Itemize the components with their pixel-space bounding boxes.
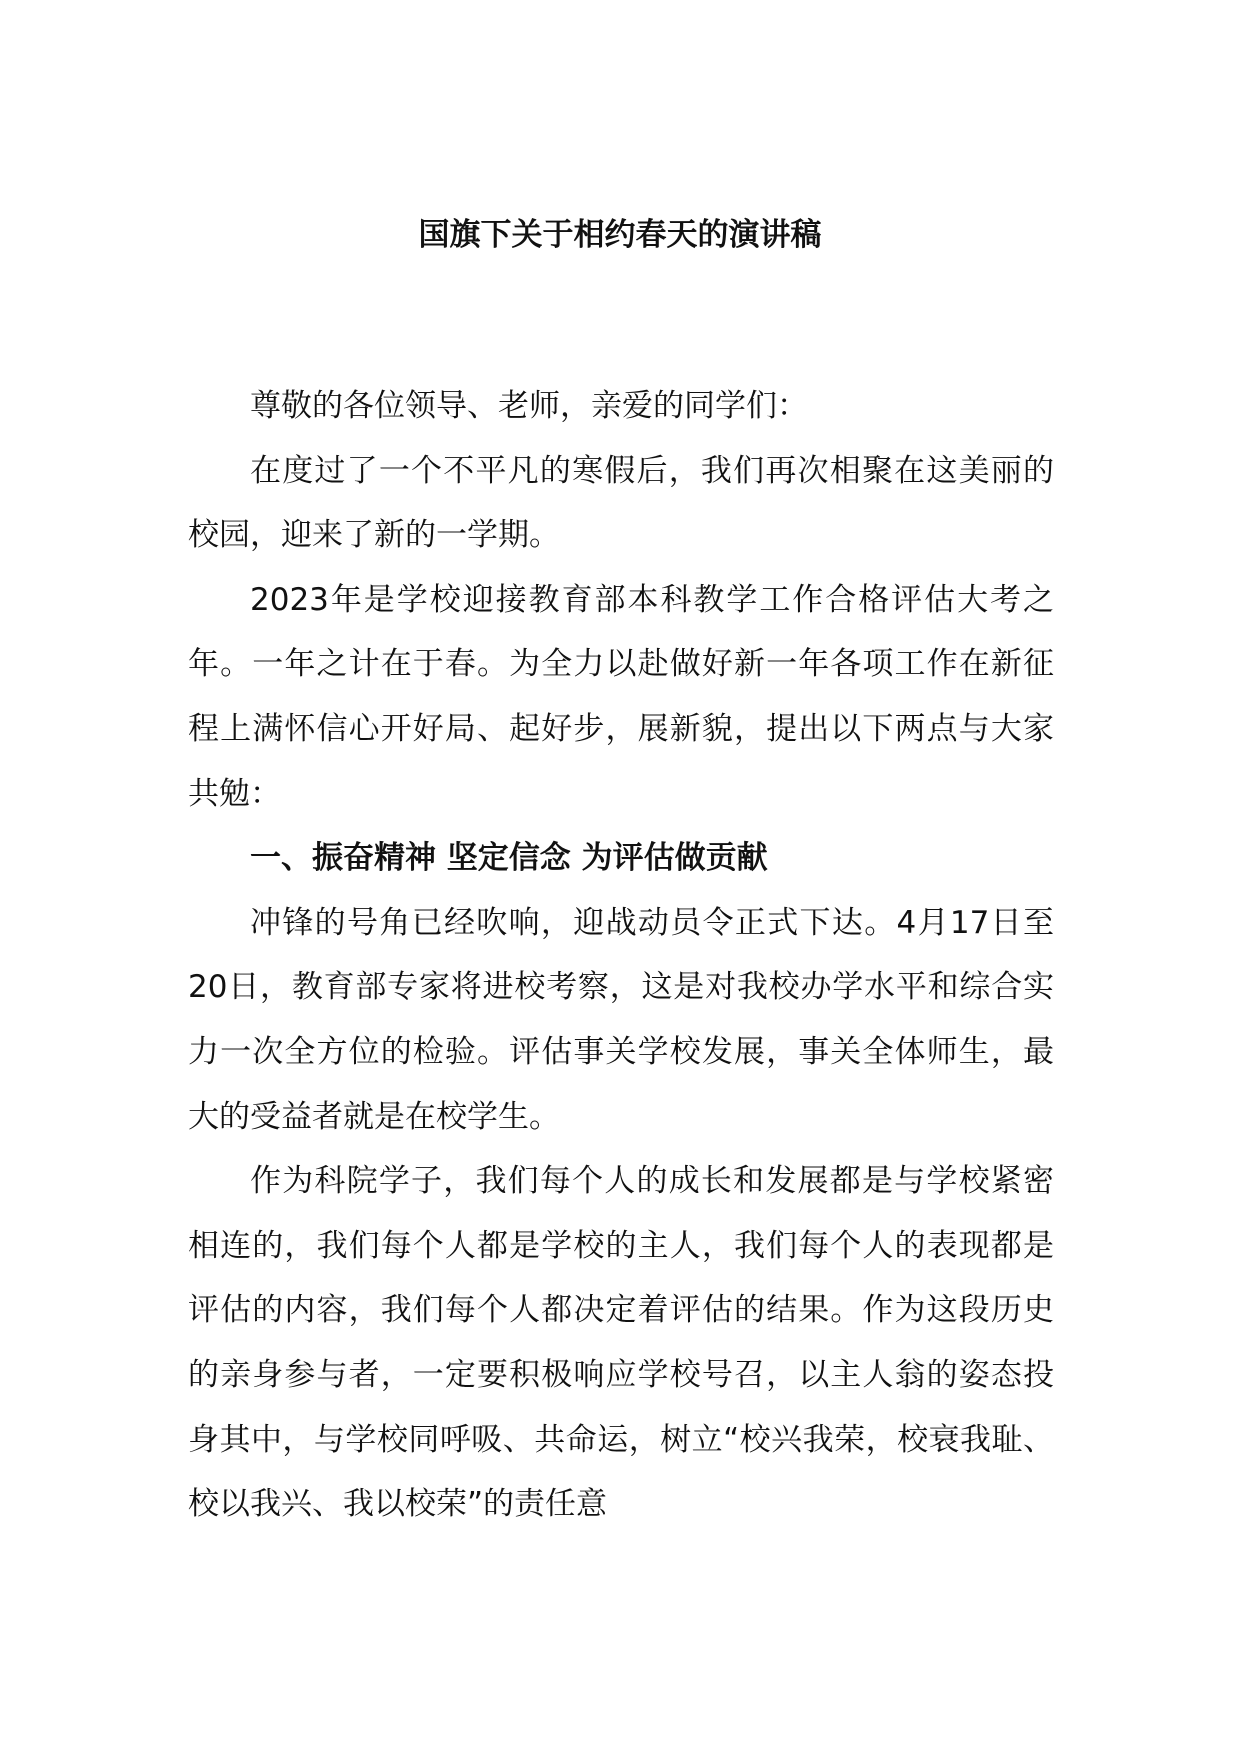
paragraph-greeting: 尊敬的各位领导、老师，亲爱的同学们： <box>250 388 808 424</box>
paragraph-expert-visit: 冲锋的号角已经吹响，迎战动员令正式下达。4月17日至20日，教育部专家将进校考察，这是对我校办学水平和综合实力一次全方位的检验。评估事关学校发展，事关全体师生，最大的受益者就是在校学生。 <box>188 904 1054 1135</box>
document-title: 国旗下关于相约春天的演讲稿 <box>418 217 822 253</box>
paragraph-student-role: 作为科院学子，我们每个人的成长和发展都是与学校紧密相连的，我们每个人都是学校的主人，我们每个人的表现都是评估的内容，我们每个人都决定着评估的结果。作为这段历史的亲身参与者，一定要积极响应学校号召，以主人翁的姿态投身其中，与学校同呼吸、共命运，树立“校兴我荣，校衰我耻、校以我兴、我以校荣”的责任意 <box>188 1163 1054 1523</box>
paragraph-opening: 在度过了一个不平凡的寒假后，我们再次相聚在这美丽的校园，迎来了新的一学期。 <box>188 452 1054 554</box>
paragraph-assessment-year: 2023年是学校迎接教育部本科教学工作合格评估大考之年。一年之计在于春。为全力以赴做好新一年各项工作在新征程上满怀信心开好局、起好步，展新貌，提出以下两点与大家共勉： <box>188 581 1054 812</box>
document-body <box>188 374 1054 1537</box>
section-heading-1: 一、振奋精神 坚定信念 为评估做贡献 <box>250 840 768 877</box>
